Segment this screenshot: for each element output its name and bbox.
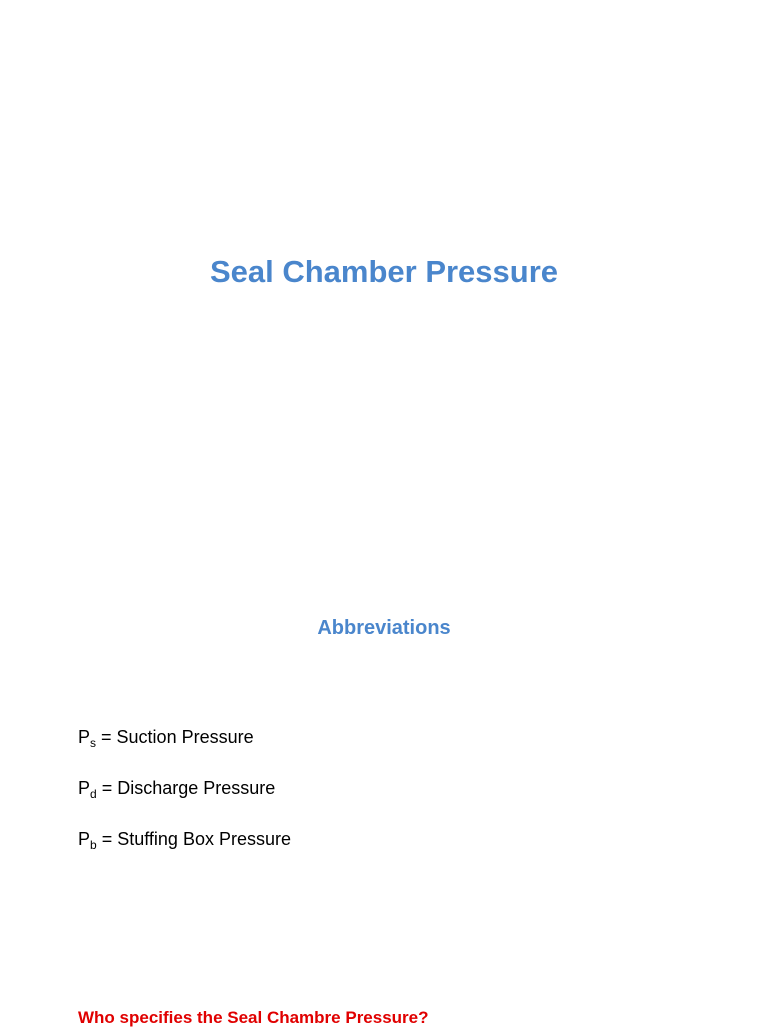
abbreviation-discharge-pressure xyxy=(78,775,291,826)
abbreviation-symbol: P xyxy=(78,829,91,849)
abbreviation-subscript: b xyxy=(90,838,97,852)
page-title: Seal Chamber Pressure xyxy=(209,254,559,289)
question-heading: Who specifies the Seal Chambre Pressure? xyxy=(78,1008,429,1027)
abbreviations-list xyxy=(78,724,291,877)
abbreviation-subscript: d xyxy=(90,787,97,801)
abbreviation-symbol: P xyxy=(78,727,91,747)
abbreviation-subscript: s xyxy=(90,736,97,750)
abbreviation-definition: = Stuffing Box Pressure xyxy=(101,829,291,849)
abbreviation-stuffing-box-pressure xyxy=(78,826,291,877)
abbreviation-suction-pressure xyxy=(78,724,291,775)
abbreviation-definition: = Suction Pressure xyxy=(101,727,254,747)
abbreviations-heading: Abbreviations xyxy=(317,617,451,639)
abbreviation-definition: = Discharge Pressure xyxy=(101,778,276,798)
abbreviation-symbol: P xyxy=(78,778,91,798)
